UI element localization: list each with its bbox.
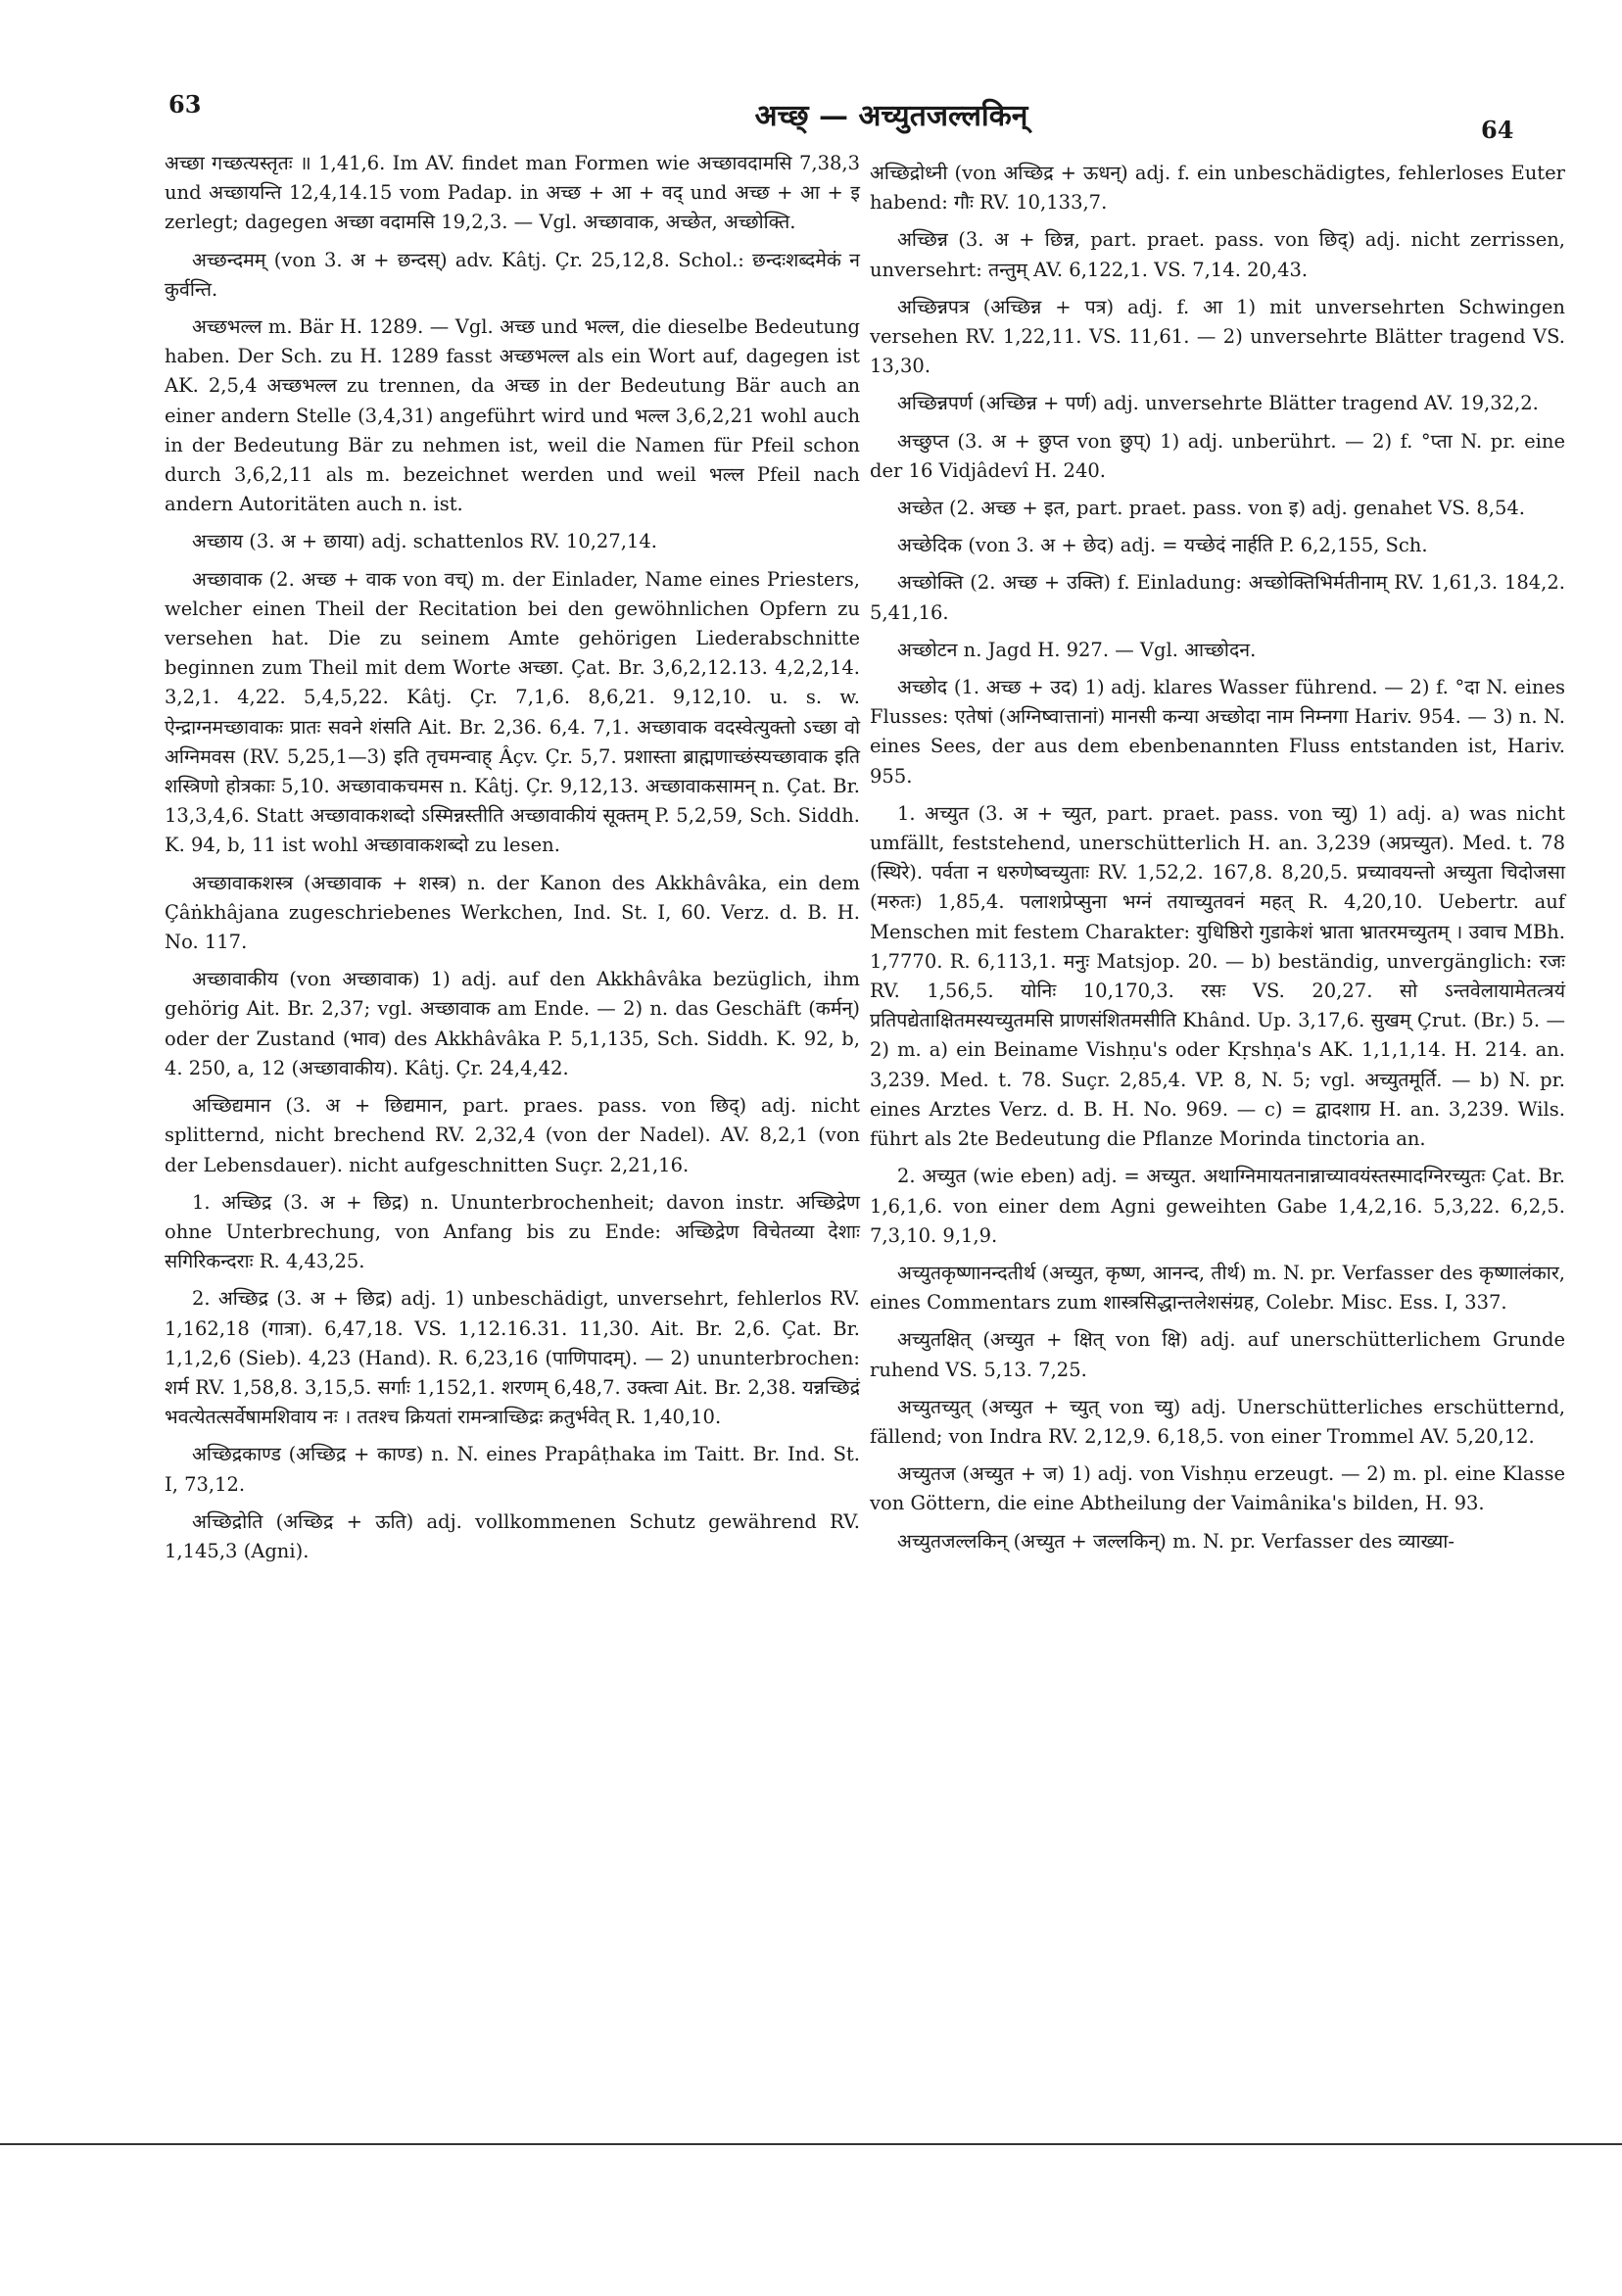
dictionary-entry: 1. अच्युत (3. अ + च्युत, part. praet. pass. von च्यु) 1) adj. a) was nicht umfällt, feststehend, unerschütterlich H. an. 3,239 (अप्रच्युत). Med. t. 78 (स्थिरे). पर्वता न धरुणेष्वच्युताः RV. 1,52,2. 167,8. 8,20,5. प्रच्यावयन्तो अच्युता चिदोजसा (मरुतः) 1,85,4. पलाशप्रेप्सुना भग्नं तयाच्युतवनं महत् R. 4,20,10. Uebertr. auf Menschen mit festem Charakter: युधिष्ठिरो गुडाकेशं भ्राता भ्रातरमच्युतम् । उवाच MBh. 1,7770. R. 6,113,1. मनुः Matsjop. 20. — b) beständig, unvergänglich: रजः RV. 1,56,5. योनिः 10,170,3. रसः VS. 20,27. सो ऽन्तवेलायामेतत्त्रयं प्रतिपद्येताक्षितमस्यच्युतमसि प्राणसंशितमसीति Khând. Up. 3,17,6. सुखम् Çrut. (Br.) 5. — 2) m. a) ein Beiname Vishṇu's oder Kṛshṇa's AK. 1,1,1,14. H. 214. an. 3,239. Med. t. 78. Suçr. 2,85,4. VP. 8, N. 5; vgl. अच्युतमूर्ति. — b) N. pr. eines Arztes Verz. d. B. H. No. 969. — c) = द्वादशाग्र H. an. 3,239. Wils. führt als 2te Bedeutung die Pflanze Morinda tinctoria an. (870, 801, 1565, 1151)
dictionary-entry: 2. अच्युत (wie eben) adj. = अच्युत. अथाग्निमायतनान्नाच्यावयंस्तस्मादग्निरच्युतः Çat. Br. 1,6,1,6. von einer dem Agni geweihten Gabe 1,4,2,16. 5,3,22. 6,2,5. 7,3,10. 9,1,9. (870, 1165, 1565, 1247)
dictionary-entry: 2. अच्छिद्र (3. अ + छिद्र) adj. 1) unbeschädigt, unversehrt, fehlerlos RV. 1,162,18 (गात्रा). 6,47,18. VS. 1,12.16.31. 11,30. Ait. Br. 2,6. Çat. Br. 1,1,2,6 (Sieb). 4,23 (Hand). R. 6,23,16 (पाणिपादम्). — 2) ununterbrochen: शर्म RV. 1,58,8. 3,15,5. सर्गाः 1,152,1. शरणम् 6,48,7. उक्त्वा Ait. Br. 2,38. यन्नच्छिद्रं भवत्येतत्सर्वेषामशिवाय नः । ततश्च क्रियतां रामन्त्राच्छिद्रः क्रतुर्भवेत् R. 1,40,10. (165, 1287, 860, 1429)
dictionary-entry: अच्छावाकीय (von अच्छावाक) 1) adj. auf den Akkhâvâka bezüglich, ihm gehörig Ait. Br. 2,37; vgl. अच्छावाक am Ende. — 2) n. das Geschäft (कर्मन्) oder der Zustand (भाव) des Akkhâvâka P. 5,1,135, Sch. Siddh. K. 92, b, 4. 250, a, 12 (अच्छावाकीय). Kâtj. Çr. 24,4,42. (165, 968, 860, 1079)
left-column (165, 149, 860, 1574)
dictionary-entry: 1. अच्छिद्र (3. अ + छिद्र) n. Ununterbrochenheit; davon instr. अच्छिद्रेण ohne Unterbrechung, von Anfang bis zu Ende: अच्छिद्रेण विचेतव्या देशाः सगिरिकन्दराः R. 4,43,25. (165, 1190, 860, 1273)
dictionary-entry: अच्युतकृष्णानन्दतीर्थ (अच्युत, कृष्ण, आनन्द, तीर्थ) m. N. pr. Verfasser des कृष्णालंकार, eines Commentars zum शास्त्रसिद्धान्तलेशसंग्रह, Colebr. Misc. Ess. I, 337. (870, 1261, 1565, 1315)
dictionary-entry: अच्छन्दमम् (von 3. अ + छन्दस्) adv. Kâtj. Çr. 25,12,8. Schol.: छन्दःशब्दमेकं न कुर्वन्ति. (165, 248, 860, 301)
page-number-left: 63 (168, 90, 202, 119)
dictionary-entry: अच्छा गच्छत्यस्तृतः ॥ 1,41,6. Im AV. findet man Formen wie अच्छावदामसि 7,38,3 und अच्छायन्ति 12,4,14.15 vom Padap. in अच्छ + आ + वद् und अच्छ + आ + इ zerlegt; dagegen अच्छा वदामसि 19,2,3. — Vgl. अच्छावाक, अच्छेत, अच्छोक्ति. (165, 152, 860, 234)
dictionary-entry: अच्युतच्युत् (अच्युत + च्युत् von च्यु) adj. Unerschütterliches erschütternd, fällend; von Indra RV. 2,12,9. 6,18,5. von einer Trommel AV. 5,20,12. (870, 1395, 1565, 1448)
dictionary-entry: अच्छभल्ल m. Bär H. 1289. — Vgl. अच्छ und भल्ल, die dieselbe Bedeutung haben. Der Sch. zu H. 1289 fasst अच्छभल्ल als ein Wort auf, dagegen ist AK. 2,5,4 अच्छभल्ल zu trennen, da अच्छ in der Bedeutung Bär auch an einer andern Stelle (3,4,31) angeführt wird und भल्ल 3,6,2,21 wohl auch in der Bedeutung Bär zu nehmen ist, weil die Namen für Pfeil schon durch 3,6,2,11 als m. bezeichnet werden und weil भल्ल Pfeil nach andern Autoritäten auch n. ist. (165, 315, 860, 516)
dictionary-entry: अच्छिन्नपर्ण (अच्छिन्न + पर्ण) adj. unversehrte Blätter tragend AV. 19,32,2. (897, 392, 1539, 415)
dictionary-entry: अच्युतजल्लकिन् (अच्युत + जल्लकिन्) m. N. pr. Verfasser des व्याख्या- (897, 1529, 1455, 1553)
dictionary-entry: अच्युतज (अच्युत + ज) 1) adj. von Vishṇu erzeugt. — 2) m. pl. eine Klasse von Göttern, die eine Abtheilung der Vaimânika's bilden, H. 93. (870, 1462, 1565, 1515)
dictionary-entry: अच्छाय (3. अ + छाया) adj. schattenlos RV. 10,27,14. (192, 530, 657, 553)
dictionary-entry: अच्छोद (1. अच्छ + उद) 1) adj. klares Wasser führend. — 2) f. °दा N. eines Flusses: एतेषां (अग्निष्वात्तानां) मानसी कन्या अच्छोदा नाम निम्नगा Hariv. 954. — 3) n. N. eines Sees, der aus dem ebenbenannten Fluss entstanden ist, Hariv. 955. (870, 676, 1565, 788)
dictionary-entry: अच्छावाक (2. अच्छ + वाक von वच्) m. der Einlader, Name eines Priesters, welcher einen Theil der Recitation bei den gewöhnlichen Opfern zu versehen hat. Die zu seinem Amte gehörigen Liederabschnitte beginnen zum Theil mit dem Worte अच्छा. Çat. Br. 3,6,2,12.13. 4,2,2,14. 3,2,1. 4,22. 5,4,5,22. Kâtj. Çr. 7,1,6. 8,6,21. 9,12,10. u. s. w. ऐन्द्राग्नमच्छावाकः प्रातः सवने शंसति Ait. Br. 2,36. 6,4. 7,1. अच्छावाक वदस्वेत्युक्तो ऽच्छा वो अग्निमवस (RV. 5,25,1—3) इति तृचमन्वाह् Âçv. Çr. 5,7. प्रशास्ता ब्राह्मणाच्छंस्यच्छावाक इति शस्त्रिणो होत्रकाः 5,10. अच्छावाकचमस n. Kâtj. Çr. 9,12,13. अच्छावाकसामन् n. Çat. Br. 13,3,4,6. Statt अच्छावाकशब्दो ऽस्मिन्नस्तीति अच्छावाकीयं सूक्तम् P. 5,2,59, Sch. Siddh. K. 94, b, 11 ist wohl अच्छावाकशब्दो zu lesen. (165, 567, 860, 857)
bottom-rule (0, 2143, 1622, 2145)
dictionary-entry: अच्छिद्रकाण्ड (अच्छिद्र + काण्ड) n. N. eines Prapâṭhaka im Taitt. Br. Ind. St. I, 73,12. (165, 1443, 860, 1496)
dictionary-entry: अच्छिन्नपत्र (अच्छिन्न + पत्र) adj. f. आ 1) mit unversehrten Schwingen versehen RV. 1,22,11. VS. 11,61. — 2) unversehrte Blätter tragend VS. 13,30. (870, 295, 1565, 378)
running-head: अच्छ् — अच्युतजल्लकिन् (754, 99, 1028, 133)
dictionary-entry: अच्छुप्त (3. अ + छुप्त von छुप्) 1) adj. unberührt. — 2) f. °प्ता N. pr. eine der 16 Vidjâdevî H. 240. (870, 429, 1565, 482)
dictionary-entry: अच्छोटन n. Jagd H. 927. — Vgl. आच्छोदन. (897, 638, 1257, 661)
dictionary-entry: अच्छोक्ति (2. अच्छ + उक्ति) f. Einladung: अच्छोक्तिभिर्मतीनाम् RV. 1,61,3. 184,2. 5,41,16. (870, 571, 1565, 624)
dictionary-entry: अच्छेत (2. अच्छ + इत, part. praet. pass. von इ) adj. genahet VS. 8,54. (897, 497, 1525, 520)
dictionary-entry: अच्छिद्यमान (3. अ + छिद्यमान, part. praes. pass. von छिद्) adj. nicht splitternd, nicht brechend RV. 2,32,4 (von der Nadel). AV. 8,2,1 (von der Lebensdauer). nicht aufgeschnitten Suçr. 2,21,16. (165, 1094, 860, 1176)
dictionary-entry: अच्छिद्रोति (अच्छिद्र + ऊति) adj. vollkommenen Schutz gewährend RV. 1,145,3 (Agni). (165, 1509, 860, 1562)
page-number-right: 64 (1481, 116, 1514, 144)
dictionary-entry: अच्छावाकशस्त्र (अच्छावाक + शस्त्र) n. der Kanon des Akkhâvâka, ein dem Çâṅkhâjana zugeschriebenes Werkchen, Ind. St. I, 60. Verz. d. B. H. No. 117. (165, 871, 860, 954)
dictionary-entry: अच्युतक्षित् (अच्युत + क्षित् von क्षि) adj. auf unerschütterlichem Grunde ruhend VS. 5,13. 7,25. (870, 1328, 1565, 1381)
dictionary-entry: अच्छिन्न (3. अ + छिन्न, part. praet. pass. von छिद्) adj. nicht zerrissen, unversehrt: तन्तुम् AV. 6,122,1. VS. 7,14. 20,43. (870, 228, 1565, 281)
dictionary-entry: अच्छेदिक (von 3. अ + छेद) adj. = यच्छेदं नार्हति P. 6,2,155, Sch. (897, 534, 1428, 557)
dictionary-entry: अच्छिद्रोध्नी (von अच्छिद्र + ऊधन्) adj. f. ein unbeschädigtes, fehlerloses Euter habend: गौः RV. 10,133,7. (870, 162, 1565, 215)
right-column (870, 159, 1565, 1564)
